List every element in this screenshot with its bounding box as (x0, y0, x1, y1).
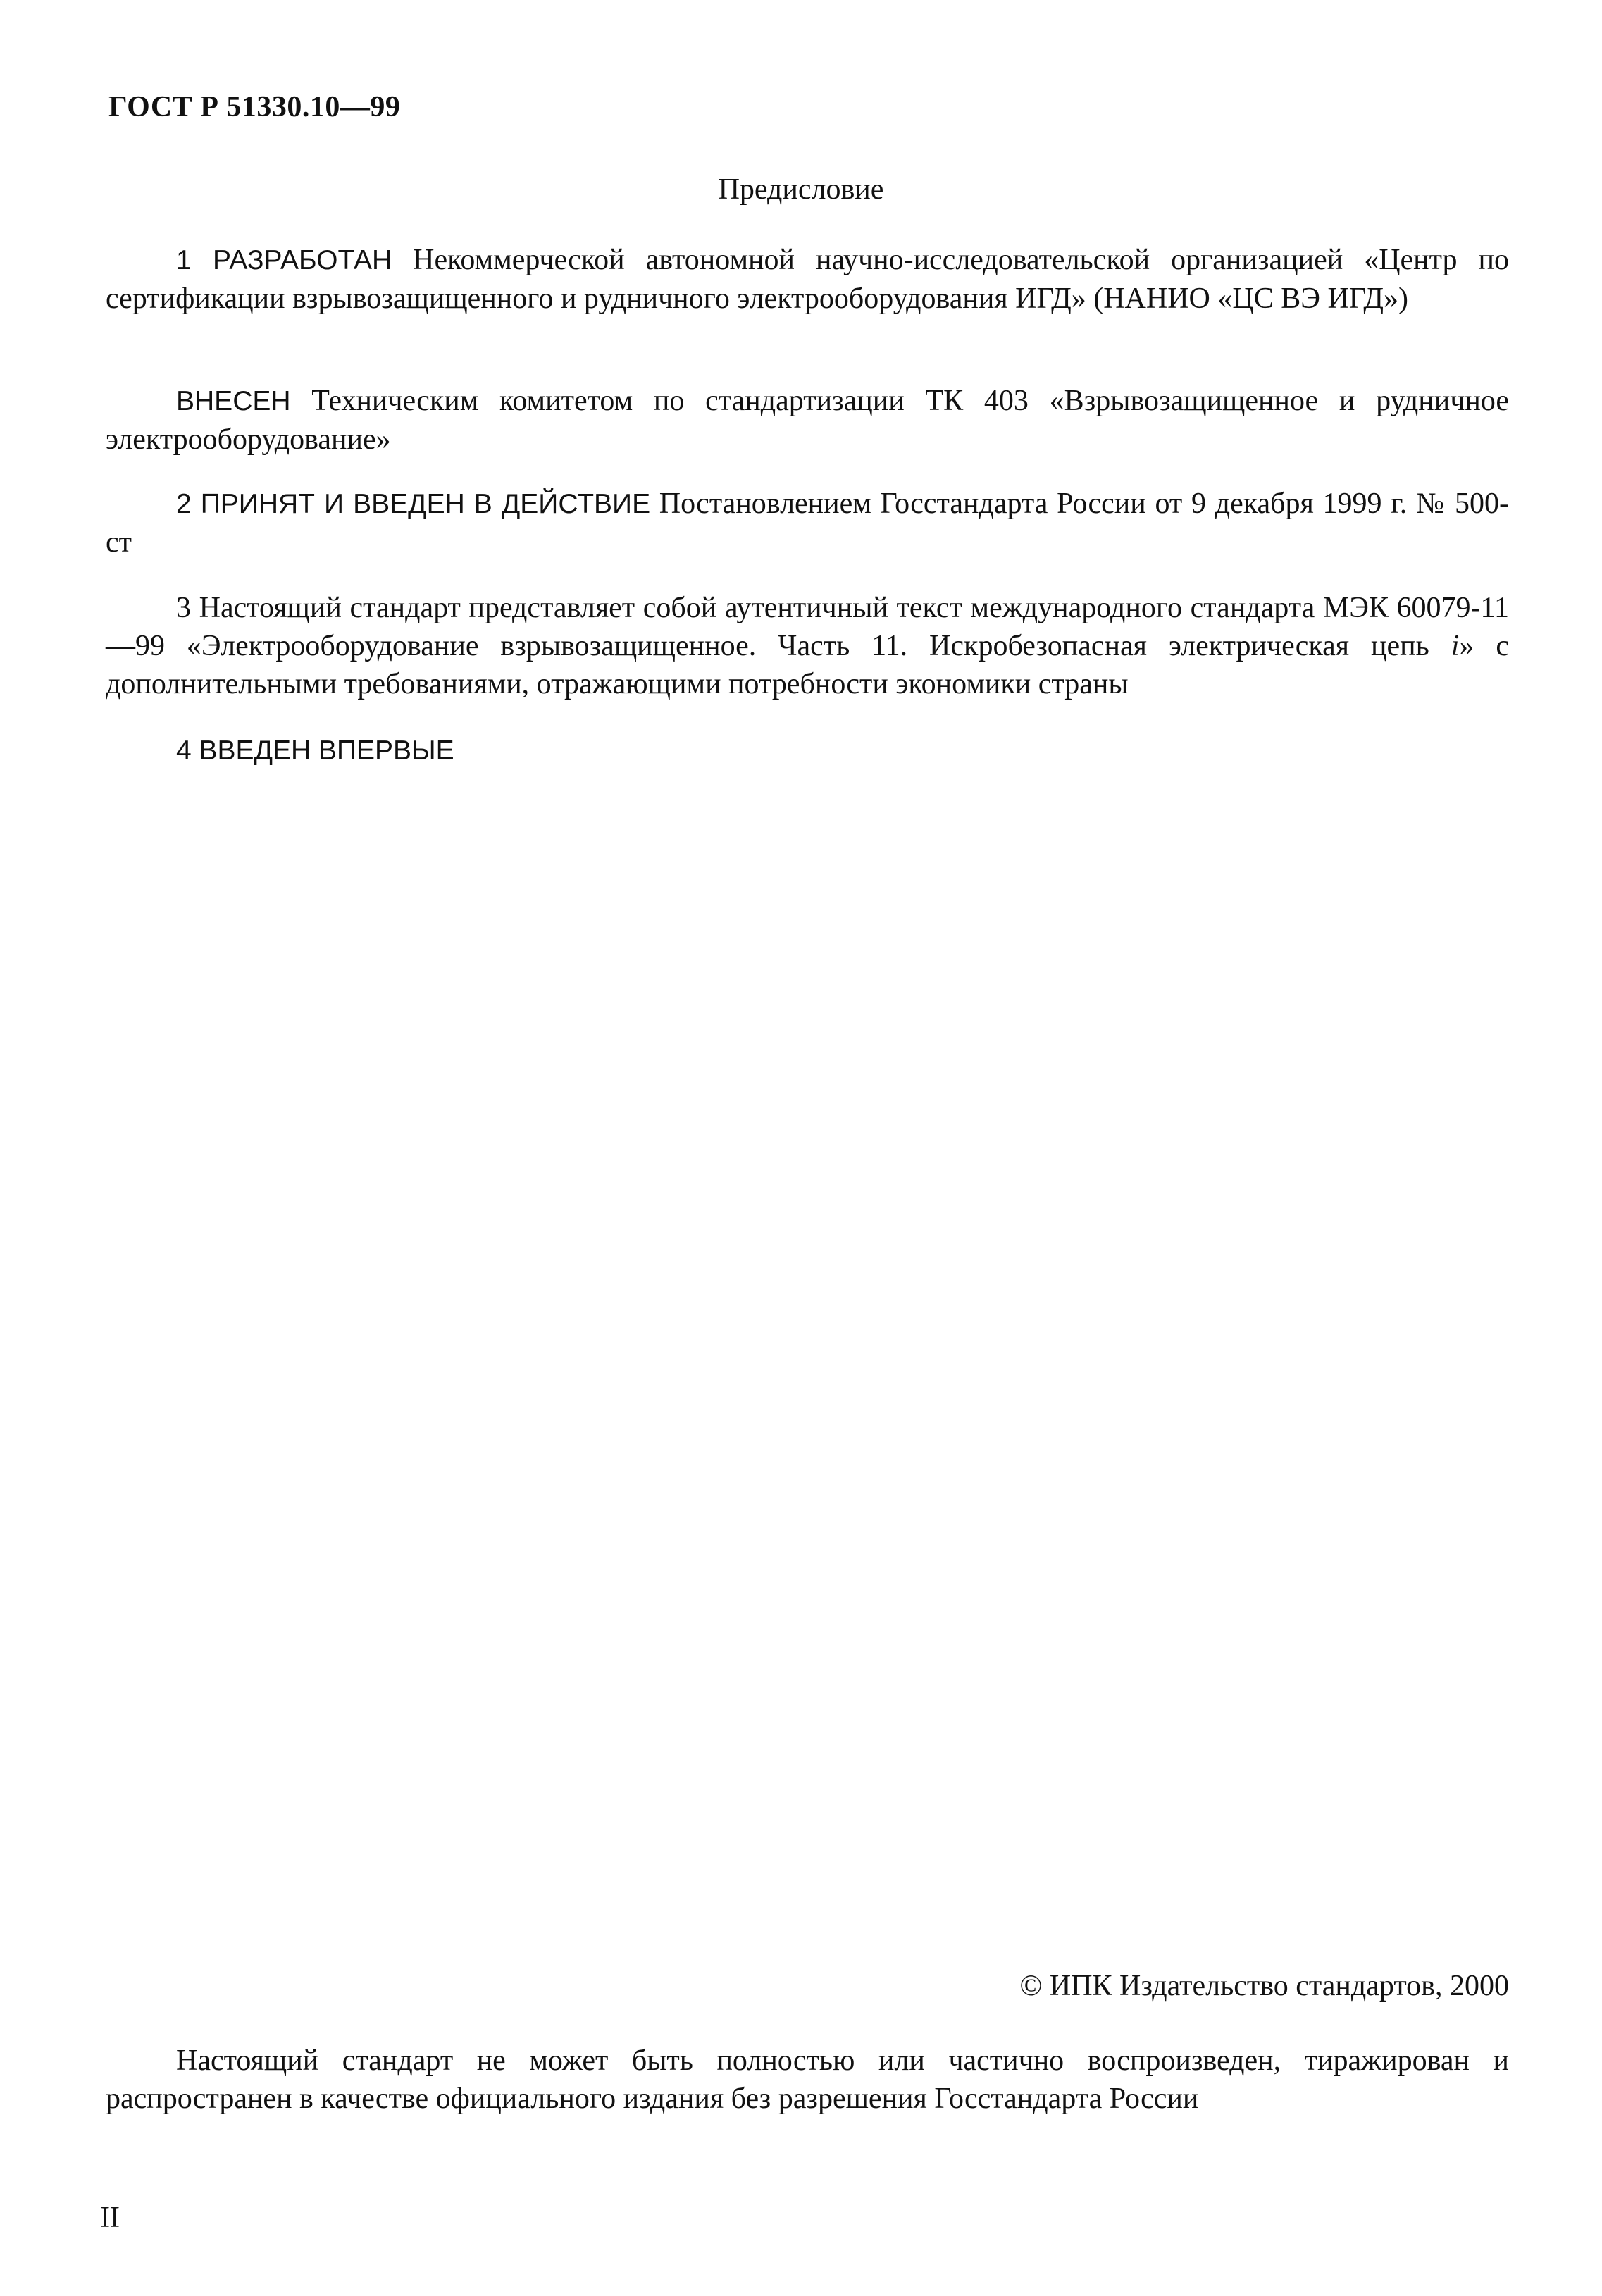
preface-item-developed (106, 241, 1509, 318)
preface-item-first-introduced (106, 731, 1509, 770)
preface-item-lead: 1 РАЗРАБОТАН (176, 245, 392, 275)
preface-item-text-after: » с дополнительными требованиями, отражающими потребности экономики страны (106, 630, 1509, 700)
page-number: II (100, 2202, 120, 2234)
preface-item-text-before: 3 Настоящий стандарт представляет собой аутентичный текст международного стандарта МЭК 60079-11—99 «Электрооборудование взрывозащищенное. Часть 11. Искробезопасная электрическая цепь (106, 592, 1509, 662)
preface-item-adopted (106, 485, 1509, 561)
preface-item-italic-symbol: i (1451, 630, 1460, 662)
preface-item-lead: ВНЕСЕН (176, 386, 291, 416)
preface-item-introduced-by (106, 382, 1509, 459)
reproduction-notice: Настоящий стандарт не может быть полностью или частично воспроизведен, тиражирован и распространен в качестве официального издания без разрешения Госстандарта России (106, 2044, 1509, 2115)
preface-item-lead: 2 ПРИНЯТ И ВВЕДЕН В ДЕЙСТВИЕ (176, 489, 651, 519)
preface-item-text: Некоммерческой автономной научно-исследовательской организацией «Центр по сертификации взрывозащищенного и рудничного электрооборудования ИГД» (НАНИО «ЦС ВЭ ИГД») (106, 244, 1509, 315)
preface-item-authentic-text (106, 589, 1509, 703)
document-code: ГОСТ Р 51330.10—99 (108, 91, 401, 123)
preface-item-text: Техническим комитетом по стандартизации ТК 403 «Взрывозащищенное и рудничное электрооборудование» (106, 385, 1509, 456)
copyright-line: © ИПК Издательство стандартов, 2000 (1019, 1970, 1509, 2002)
preface-item-lead: 4 ВВЕДЕН ВПЕРВЫЕ (176, 736, 454, 766)
preface-title: Предисловие (718, 173, 884, 206)
preface-item-text: Постановлением Госстандарта России от 9 декабря 1999 г. № 500-ст (106, 488, 1509, 559)
